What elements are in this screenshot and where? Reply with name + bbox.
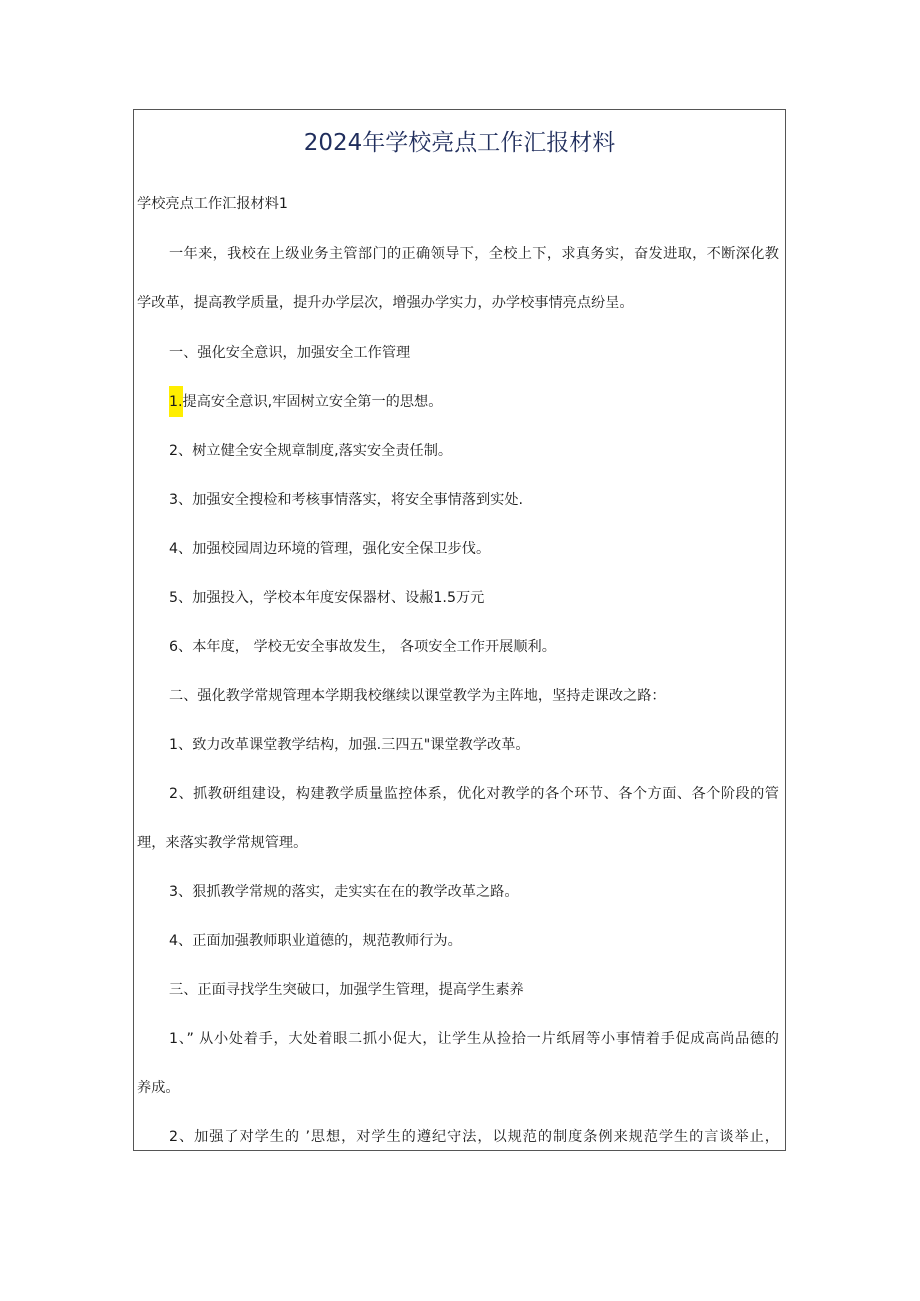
part3-item-1-line-1: 1、” 从小处着手，大处着眼二抓小促大，让学生从捡拾一片纸屑等小事情着手促成高尚品德的 bbox=[169, 1031, 779, 1047]
part1-item-5: 5、加强投入，学校本年度安保器材、设赧1.5万元 bbox=[169, 590, 485, 606]
highlighted-item-number: 1. bbox=[169, 386, 183, 417]
part2-item-4: 4、正面加强教师职业道德的，规范教师行为。 bbox=[169, 933, 462, 949]
intro-paragraph-line-1: 一年来，我校在上级业务主管部门的正确领导下，全校上下，求真务实，奋发进取，不断深化教 bbox=[169, 246, 779, 262]
part1-item-4: 4、加强校园周边环境的管理，强化安全保卫步伐。 bbox=[169, 541, 491, 557]
part2-item-2-line-1: 2、抓教研组建设，构建教学质量监控体系，优化对教学的各个环节、各个方面、各个阶段的管 bbox=[169, 786, 779, 802]
part3-item-2: 2、加强了对学生的 ’思想，对学生的遵纪守法，以规范的制度条例来规范学生的言谈举止， bbox=[169, 1129, 779, 1145]
part3-heading: 三、正面寻找学生突破口，加强学生管理，提高学生素养 bbox=[169, 982, 524, 998]
part2-item-3: 3、狠抓教学常规的落实，走实实在在的教学改革之路。 bbox=[169, 884, 519, 900]
part1-item-2: 2、树立健全安全规章制度,落实安全责任制。 bbox=[169, 443, 453, 459]
section-heading: 学校亮点工作汇报材料1 bbox=[137, 196, 288, 212]
part1-item-1 bbox=[169, 393, 779, 411]
part3-item-1-line-2: 养成。 bbox=[137, 1080, 180, 1096]
part1-item-6: 6、本年度， 学校无安全事故发生， 各项安全工作开展顺利。 bbox=[169, 639, 556, 655]
document-title: 2024年学校亮点工作汇报材料 bbox=[303, 130, 616, 156]
part2-item-2-line-2: 理，来落实教学常规管理。 bbox=[137, 835, 308, 851]
part2-heading: 二、强化教学常规管理本学期我校继续以课堂教学为主阵地，坚持走课改之路： bbox=[169, 688, 666, 704]
part2-item-1: 1、致力改革课堂教学结构，加强.三四五"课堂教学改革。 bbox=[169, 737, 530, 753]
part1-item-3: 3、加强安全搜检和考核事情落实，将安全事情落到实处. bbox=[169, 492, 524, 508]
part1-item-1-text: 提高安全意识,牢固树立安全第一的思想。 bbox=[182, 394, 443, 410]
intro-paragraph-line-2: 学改革，提高教学质量，提升办学层次，增强办学实力，办学校事情亮点纷呈。 bbox=[137, 295, 634, 311]
part1-heading: 一、强化安全意识，加强安全工作管理 bbox=[169, 345, 411, 361]
document-page bbox=[133, 109, 786, 1151]
